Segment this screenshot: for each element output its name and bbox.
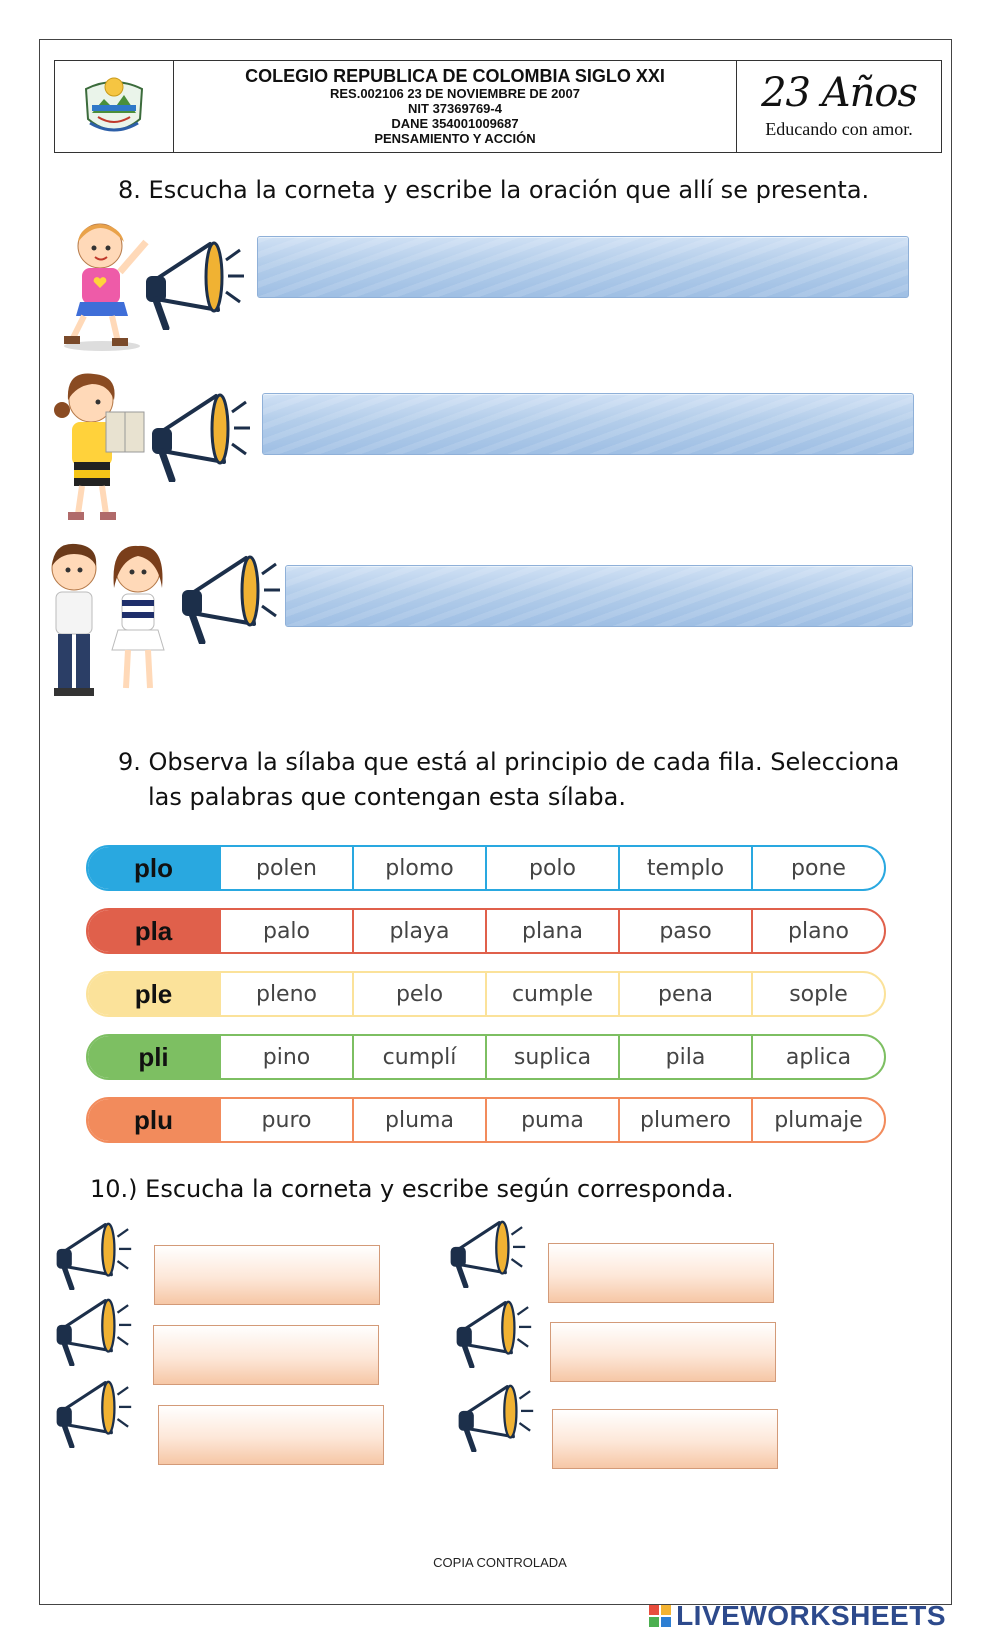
megaphone-icon[interactable] bbox=[454, 1382, 534, 1452]
syllable-label: ple bbox=[88, 973, 219, 1015]
section9-instruction-line2: las palabras que contengan esta sílaba. bbox=[148, 783, 626, 811]
word-option[interactable]: pila bbox=[618, 1036, 751, 1078]
syllable-row-plo bbox=[86, 845, 886, 891]
word-option[interactable]: plano bbox=[751, 910, 884, 952]
word-option[interactable]: suplica bbox=[485, 1036, 618, 1078]
megaphone-icon[interactable] bbox=[176, 552, 281, 644]
word-option[interactable]: plana bbox=[485, 910, 618, 952]
word-answer-input-2[interactable] bbox=[153, 1325, 379, 1385]
word-option[interactable]: puro bbox=[219, 1099, 352, 1141]
anniversary-badge bbox=[736, 61, 941, 152]
word-option[interactable]: pelo bbox=[352, 973, 485, 1015]
liveworksheets-brand[interactable] bbox=[648, 1600, 946, 1632]
word-answer-input-6[interactable] bbox=[552, 1409, 778, 1469]
syllable-label: plo bbox=[88, 847, 219, 889]
word-option[interactable]: pone bbox=[751, 847, 884, 889]
liveworksheets-logo-icon bbox=[648, 1604, 672, 1628]
syllable-row-pla bbox=[86, 908, 886, 954]
sentence-answer-input-3[interactable] bbox=[285, 565, 913, 627]
school-resolution: RES.002106 23 DE NOVIEMBRE DE 2007 bbox=[329, 85, 580, 101]
word-option[interactable]: palo bbox=[219, 910, 352, 952]
word-option[interactable]: sople bbox=[751, 973, 884, 1015]
megaphone-icon[interactable] bbox=[52, 1378, 132, 1448]
word-option[interactable]: playa bbox=[352, 910, 485, 952]
syllable-label: pla bbox=[88, 910, 219, 952]
word-option[interactable]: plumaje bbox=[751, 1099, 884, 1141]
syllable-row-ple bbox=[86, 971, 886, 1017]
word-answer-input-1[interactable] bbox=[154, 1245, 380, 1305]
school-motto: Educando con amor. bbox=[765, 119, 913, 139]
syllable-row-pli bbox=[86, 1034, 886, 1080]
megaphone-icon[interactable] bbox=[140, 238, 245, 330]
school-name: COLEGIO REPUBLICA DE COLOMBIA SIGLO XXI bbox=[245, 66, 665, 87]
word-option[interactable]: pleno bbox=[219, 973, 352, 1015]
word-option[interactable]: polen bbox=[219, 847, 352, 889]
word-answer-input-4[interactable] bbox=[548, 1243, 774, 1303]
word-answer-input-3[interactable] bbox=[158, 1405, 384, 1465]
megaphone-icon[interactable] bbox=[52, 1296, 132, 1366]
word-option[interactable]: polo bbox=[485, 847, 618, 889]
word-option[interactable]: cumple bbox=[485, 973, 618, 1015]
word-option[interactable]: aplica bbox=[751, 1036, 884, 1078]
school-nit: NIT 37369769-4 bbox=[408, 100, 502, 116]
syllable-label: plu bbox=[88, 1099, 219, 1141]
megaphone-icon[interactable] bbox=[52, 1220, 132, 1290]
word-option[interactable]: templo bbox=[618, 847, 751, 889]
section9-instruction-line1: 9. Observa la sílaba que está al principio de cada fila. Selecciona bbox=[118, 748, 900, 776]
brand-label: LIVEWORKSHEETS bbox=[676, 1600, 946, 1631]
school-slogan: PENSAMIENTO Y ACCIÓN bbox=[374, 130, 536, 146]
word-option[interactable]: cumplí bbox=[352, 1036, 485, 1078]
school-info bbox=[174, 61, 736, 152]
girl-reading-icon bbox=[46, 366, 156, 526]
controlled-copy-note: COPIA CONTROLADA bbox=[433, 1555, 567, 1570]
school-header bbox=[54, 60, 942, 153]
word-answer-input-5[interactable] bbox=[550, 1322, 776, 1382]
boy-and-girl-icon bbox=[40, 538, 180, 702]
megaphone-icon[interactable] bbox=[452, 1298, 532, 1368]
word-option[interactable]: plumero bbox=[618, 1099, 751, 1141]
syllable-row-plu bbox=[86, 1097, 886, 1143]
word-option[interactable]: paso bbox=[618, 910, 751, 952]
school-crest-icon bbox=[55, 61, 174, 152]
section8-instruction: 8. Escucha la corneta y escribe la oración que allí se presenta. bbox=[118, 176, 870, 204]
word-option[interactable]: puma bbox=[485, 1099, 618, 1141]
word-option[interactable]: plomo bbox=[352, 847, 485, 889]
anniversary-years: 23 Años bbox=[761, 70, 917, 116]
sentence-answer-input-1[interactable] bbox=[257, 236, 909, 298]
sentence-answer-input-2[interactable] bbox=[262, 393, 914, 455]
section10-instruction: 10.) Escucha la corneta y escribe según corresponda. bbox=[90, 1175, 734, 1203]
syllable-label: pli bbox=[88, 1036, 219, 1078]
school-dane: DANE 354001009687 bbox=[391, 115, 519, 131]
word-option[interactable]: pena bbox=[618, 973, 751, 1015]
word-option[interactable]: pino bbox=[219, 1036, 352, 1078]
megaphone-icon[interactable] bbox=[446, 1218, 526, 1288]
megaphone-icon[interactable] bbox=[146, 390, 251, 482]
word-option[interactable]: pluma bbox=[352, 1099, 485, 1141]
